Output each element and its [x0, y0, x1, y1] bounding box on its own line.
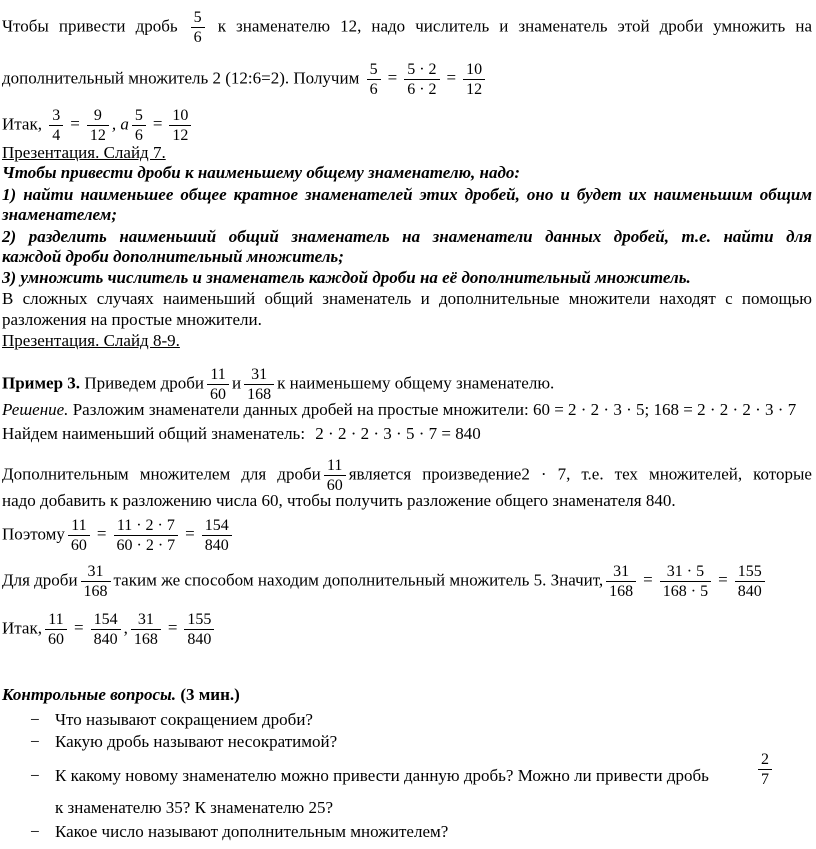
rule-title: Чтобы привести дроби к наименьшему общему знаменателю, надо: — [2, 163, 521, 182]
rule-step-1: 1) найти наименьшее общее кратное знаменателей этих дробей, оно и будет их наименьшим общим — [2, 185, 812, 204]
control-questions-heading: Контрольные вопросы. (3 мин.) — [2, 685, 240, 704]
extra-factor-line: Дополнительным множителем для дроби $\frac{11}{60}$ является произведение2 · 7, т.е. тех множителей, которые — [2, 457, 812, 494]
hence-line: Поэтому $\frac{11}{60}$ = $\frac{11 \cdot 2 \cdot 7}{60 \cdot 2 \cdot 7}$ = $\frac{154}{840}$ — [2, 516, 235, 555]
solution-line: Решение. Разложим знаменатели данных дробей на простые множители: 60 = 2 · 2 · 3 · 5; 168 = 2 · 2 · 2 · 3 · 7 — [2, 400, 797, 419]
for-fraction-line: Для дроби $\frac{31}{168}$ таким же способом находим дополнительный множитель 5. Значит, $\frac{31}{168}$ = $\frac{31 \cdot 5}{168 \cdot 5}$ = $\frac{155}{840}$ — [2, 562, 768, 601]
dash-bullet: − — [30, 766, 40, 785]
question-2: Какую дробь называют несократимой? — [55, 732, 338, 751]
itak-line-1: Итак, $\frac{3}{4}$ = $\frac{9}{12}$ , а $\frac{5}{6}$ = $\frac{10}{12}$ — [2, 106, 194, 145]
intro-line-2: дополнительный множитель 2 (12:6=2). Получим $\frac{5}{6}$ = $\frac{5 \cdot 2}{6 \cdot 2}$ = $\frac{10}{12}$ — [2, 60, 488, 99]
lcd-line: Найдем наименьший общий знаменатель: 2 · 2 · 2 · 3 · 5 · 7 = 840 — [2, 424, 481, 443]
rule-step-2: 2) разделить наименьший общий знаменатель на знаменатели данных дробей, т.е. найти для — [2, 227, 812, 246]
fraction-5-6: $\frac{5}{6}$ — [191, 8, 205, 47]
question-1: Что называют сокращением дроби? — [55, 710, 313, 729]
question-4: Какое число называют дополнительным множителем? — [55, 822, 449, 841]
slide-8-9-link: Презентация. Слайд 8-9. — [2, 331, 180, 350]
slide-7-link: Презентация. Слайд 7. — [2, 143, 166, 162]
example-3: Пример 3. Приведем дроби $\frac{11}{60}$ и $\frac{31}{168}$ к наименьшему общему знаменателю. — [2, 366, 555, 403]
question-3-fraction: $\frac{2}{7}$ — [755, 750, 775, 789]
intro-line-1: Чтобы привести дробь $\frac{5}{6}$ к знаменателю 12, надо числитель и знаменатель этой дроби умножить на — [2, 9, 812, 46]
dash-bullet: − — [30, 822, 40, 841]
dash-bullet: − — [30, 710, 40, 729]
complex-text: В сложных случаях наименьший общий знаменатель и дополнительные множители находят с помощью — [2, 289, 812, 308]
rule-step-3: 3) умножить числитель и знаменатель каждой дроби на её дополнительный множитель. — [2, 268, 691, 287]
question-3: К какому новому знаменателю можно привести данную дробь? Можно ли привести дробь — [55, 766, 709, 785]
itak-line-2: Итак, $\frac{11}{60}$ = $\frac{154}{840}$ , $\frac{31}{168}$ = $\frac{155}{840}$ — [2, 610, 217, 649]
dash-bullet: − — [30, 732, 40, 751]
